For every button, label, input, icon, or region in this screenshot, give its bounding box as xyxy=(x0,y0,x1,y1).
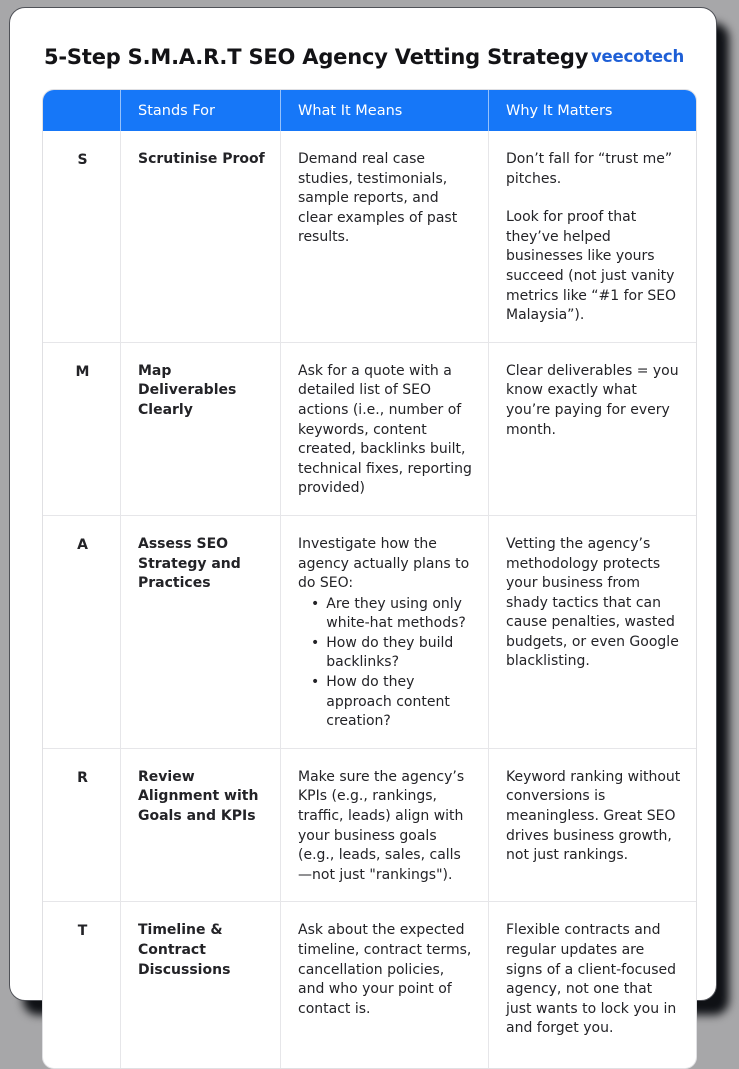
stands-for-cell: Timeline & Contract Discussions xyxy=(120,902,280,1068)
what-it-means-cell xyxy=(280,516,488,748)
stands-for-cell: Scrutinise Proof xyxy=(120,131,280,342)
why-it-matters-cell xyxy=(488,902,696,1068)
why-it-matters-cell xyxy=(488,749,696,902)
paragraph: Investigate how the agency actually plans to do SEO: xyxy=(298,535,470,592)
letter-cell: R xyxy=(77,769,88,786)
letter-cell: M xyxy=(75,363,90,380)
bullet-icon: • xyxy=(311,634,320,651)
paragraph: Keyword ranking without conversions is meaningless. Great SEO drives business growth, not just rankings. xyxy=(506,768,681,864)
bullet-item xyxy=(311,673,473,732)
what-it-means-cell xyxy=(280,131,488,342)
bullet-icon: • xyxy=(311,674,320,691)
table-row xyxy=(43,342,696,515)
paragraph: Look for proof that they’ve helped businesses like yours succeed (not just vanity metrics like “#1 for SEO Malaysia”). xyxy=(506,209,677,324)
bullet-text: Are they using only white-hat methods? xyxy=(326,595,466,632)
header-cell-why-it-matters: Why It Matters xyxy=(488,90,696,131)
table-row xyxy=(43,515,696,748)
table-row xyxy=(43,901,696,1068)
table-header-row xyxy=(43,90,696,131)
table-row xyxy=(43,131,696,342)
bullet-icon: • xyxy=(311,595,320,612)
letter-cell: T xyxy=(77,923,88,940)
bullet-item xyxy=(311,634,473,673)
bullet-text: How do they approach content creation? xyxy=(326,674,450,730)
paragraph: Ask about the expected timeline, contract terms, cancellation policies, and who your point of contact is. xyxy=(298,922,472,1017)
why-it-matters-cell xyxy=(488,343,696,515)
stands-for-cell: Review Alignment with Goals and KPIs xyxy=(120,749,280,902)
infographic-card xyxy=(9,7,717,1037)
veecotech-logo: veecotech xyxy=(590,47,684,66)
what-it-means-cell xyxy=(280,343,488,515)
page-title: 5-Step S.M.A.R.T SEO Agency Vetting Strategy xyxy=(44,45,589,69)
why-it-matters-cell xyxy=(488,516,696,748)
paragraph: Flexible contracts and regular updates are signs of a client-focused agency, not one that just wants to lock you in and forget you. xyxy=(506,922,677,1037)
paragraph: Make sure the agency’s KPIs (e.g., rankings, traffic, leads) align with your business goals (e.g., leads, sales, calls—not just "rankings"). xyxy=(298,768,465,883)
paragraph: Vetting the agency’s methodology protects your business from shady tactics that can cause penalties, wasted budgets, or even Google blacklisting. xyxy=(506,535,679,670)
vetting-table xyxy=(42,89,697,1069)
header-cell-stands-for: Stands For xyxy=(120,90,280,131)
paragraph: Don’t fall for “trust me” pitches. xyxy=(506,151,673,187)
paragraph: Ask for a quote with a detailed list of SEO actions (i.e., number of keywords, content created, backlinks built, technical fixes, reporting provided) xyxy=(298,362,472,497)
table-row xyxy=(43,748,696,902)
table-body xyxy=(43,131,696,1068)
what-it-means-cell xyxy=(280,749,488,902)
header-cell-what-it-means: What It Means xyxy=(280,90,488,131)
stands-for-cell: Assess SEO Strategy and Practices xyxy=(120,516,280,748)
paragraph: Demand real case studies, testimonials, sample reports, and clear examples of past results. xyxy=(298,151,458,246)
header-bar xyxy=(10,8,716,70)
bullet-list xyxy=(298,595,473,732)
bullet-item xyxy=(311,595,473,634)
what-it-means-cell xyxy=(280,902,488,1068)
letter-cell: S xyxy=(77,152,88,168)
letter-cell: A xyxy=(77,536,88,553)
stands-for-cell: Map Deliverables Clearly xyxy=(120,343,280,515)
why-it-matters-cell xyxy=(488,131,696,342)
bullet-text: How do they build backlinks? xyxy=(326,634,454,671)
paragraph: Clear deliverables = you know exactly what you’re paying for every month. xyxy=(506,362,679,438)
